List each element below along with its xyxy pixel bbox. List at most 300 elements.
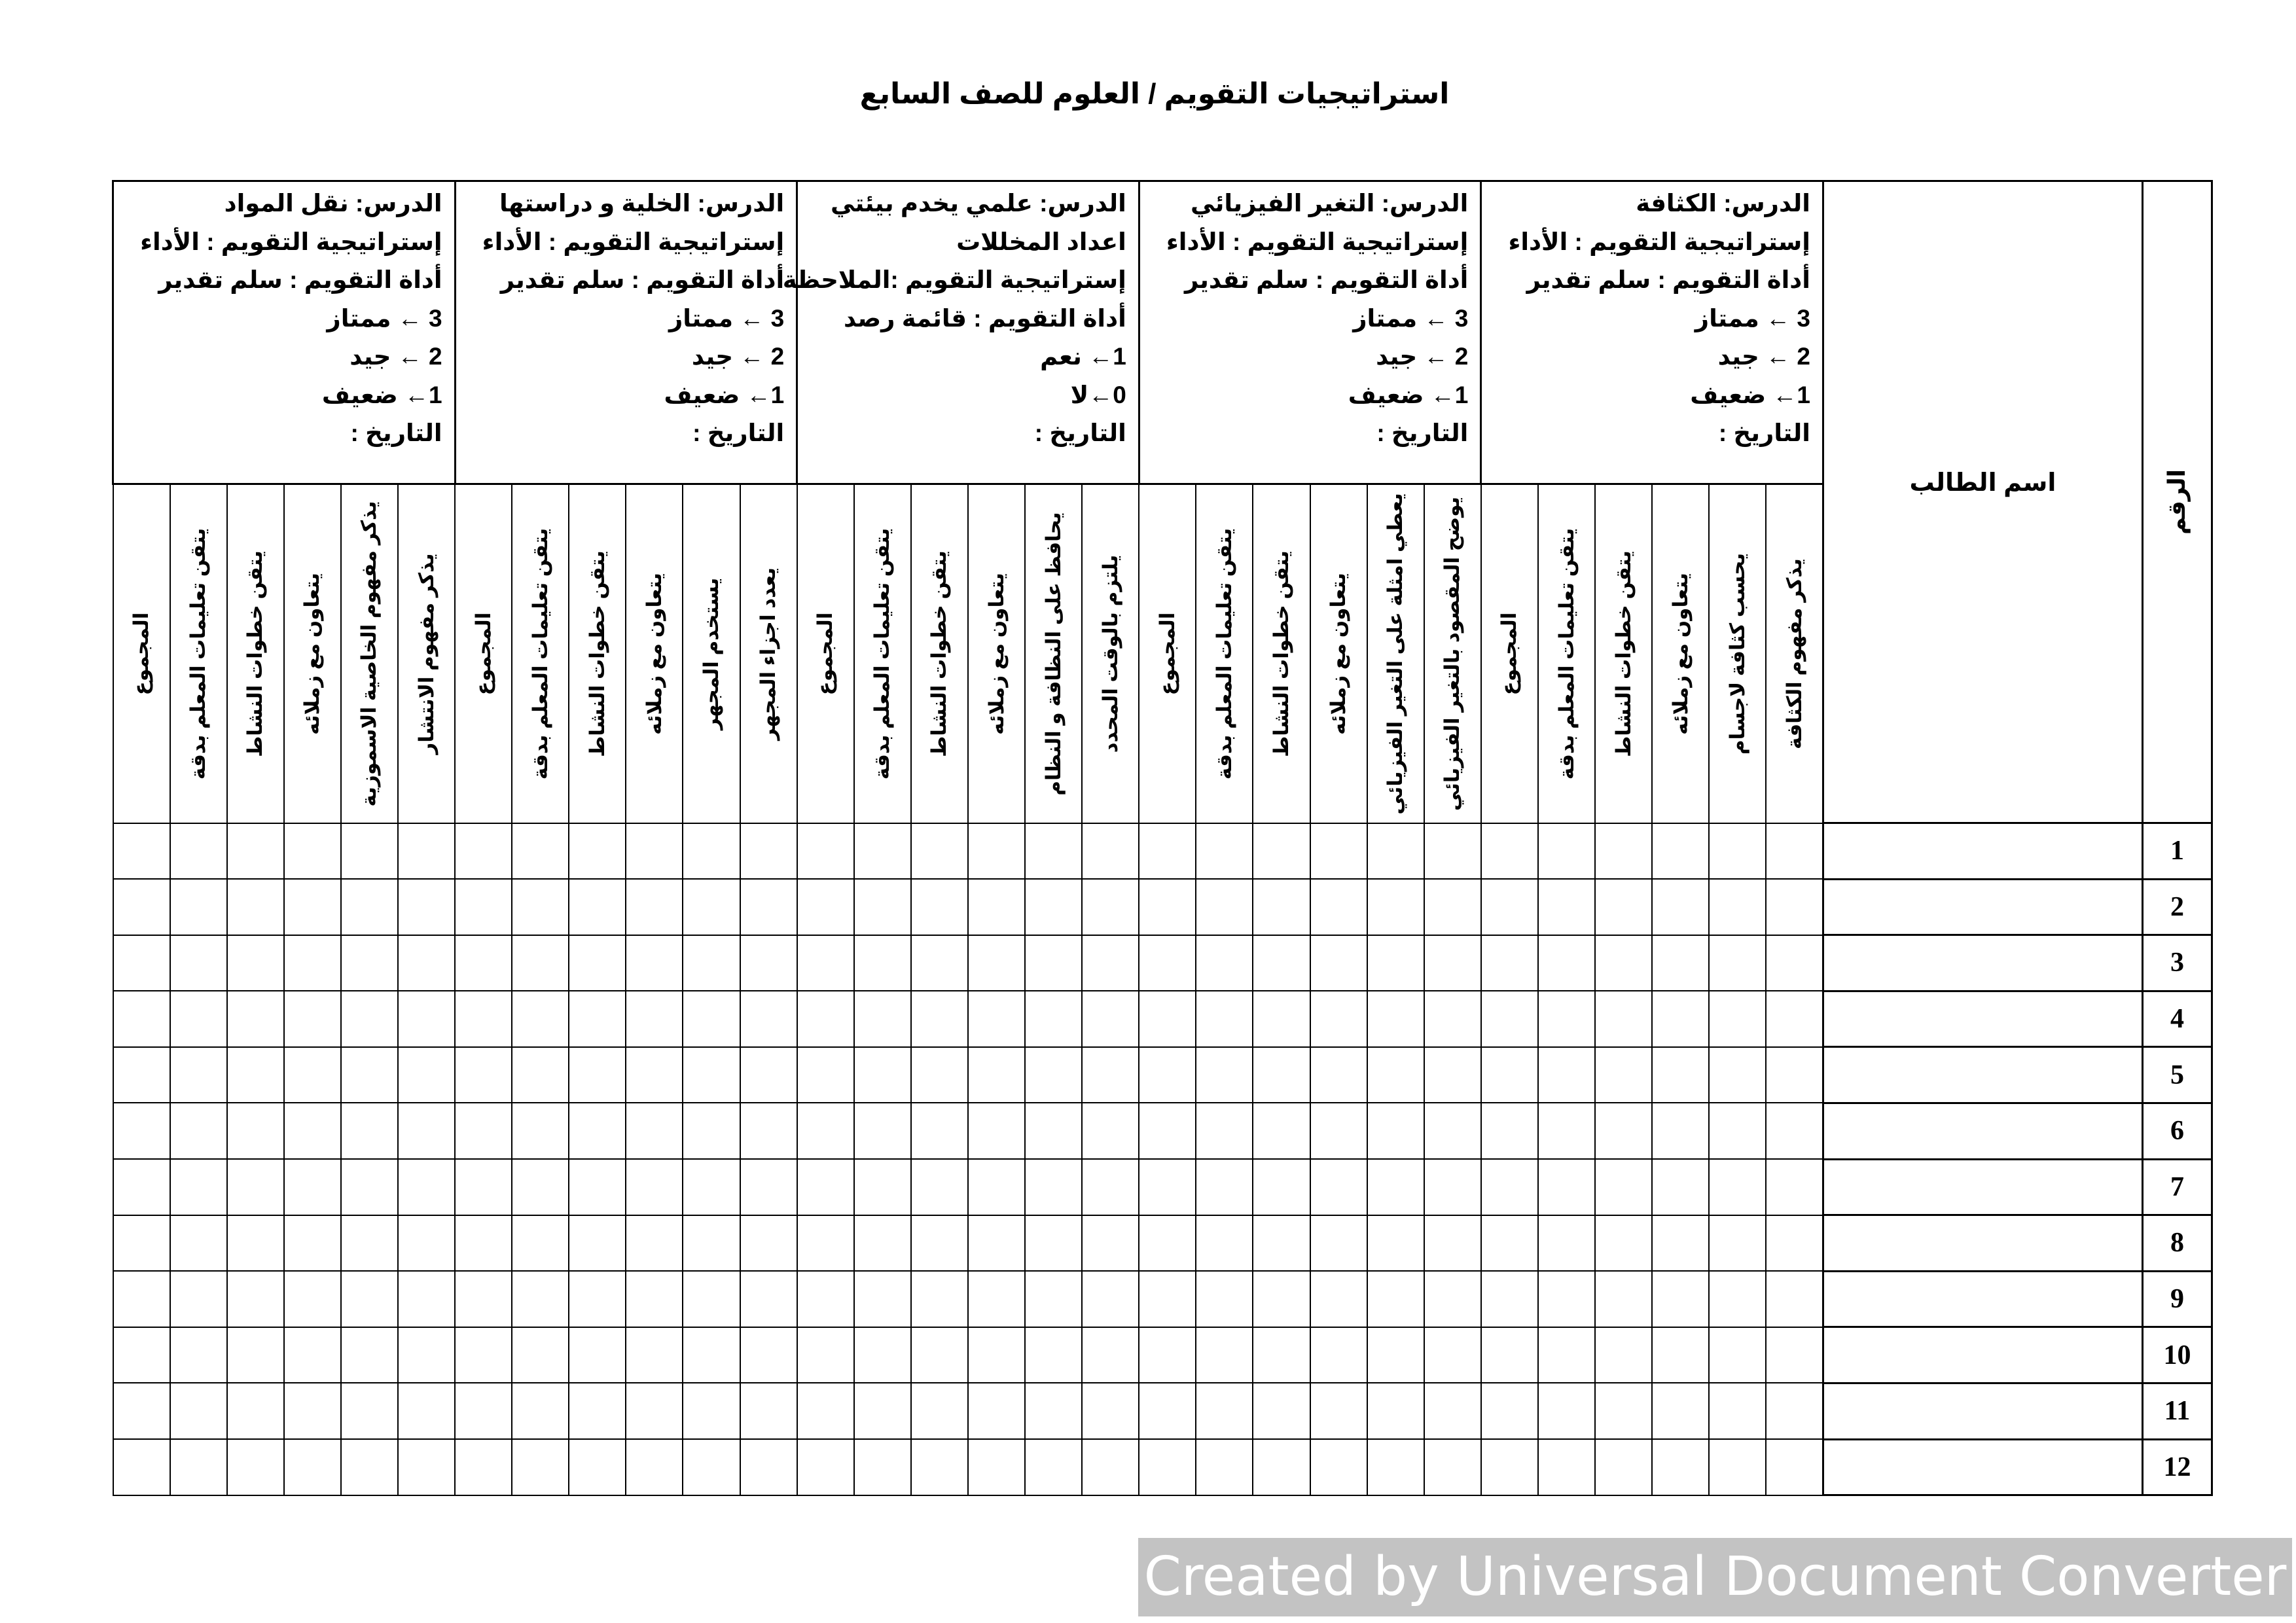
score-cell[interactable] [911, 1383, 968, 1439]
score-cell[interactable] [1538, 1215, 1595, 1272]
score-cell[interactable] [854, 1047, 911, 1103]
total-cell[interactable] [1481, 1383, 1538, 1439]
score-cell[interactable] [1595, 823, 1652, 880]
score-cell[interactable] [1196, 1327, 1253, 1383]
total-cell[interactable] [455, 1047, 512, 1103]
score-cell[interactable] [626, 879, 683, 935]
score-cell[interactable] [170, 1159, 227, 1215]
score-cell[interactable] [1082, 991, 1139, 1047]
score-cell[interactable] [512, 1383, 569, 1439]
score-cell[interactable] [170, 1047, 227, 1103]
student-name-cell[interactable] [1823, 1439, 2142, 1495]
score-cell[interactable] [1025, 1215, 1082, 1272]
total-cell[interactable] [1139, 991, 1196, 1047]
total-cell[interactable] [455, 1159, 512, 1215]
score-cell[interactable] [854, 1271, 911, 1327]
score-cell[interactable] [626, 1327, 683, 1383]
score-cell[interactable] [1766, 1159, 1823, 1215]
score-cell[interactable] [341, 823, 398, 880]
score-cell[interactable] [1709, 1215, 1766, 1272]
score-cell[interactable] [683, 1047, 740, 1103]
total-cell[interactable] [113, 1271, 170, 1327]
score-cell[interactable] [1424, 991, 1481, 1047]
score-cell[interactable] [1652, 1159, 1709, 1215]
score-cell[interactable] [968, 1439, 1025, 1495]
score-cell[interactable] [1253, 1047, 1310, 1103]
score-cell[interactable] [512, 1327, 569, 1383]
total-cell[interactable] [1481, 1327, 1538, 1383]
total-cell[interactable] [1481, 1439, 1538, 1495]
score-cell[interactable] [1367, 991, 1424, 1047]
score-cell[interactable] [1310, 1047, 1367, 1103]
score-cell[interactable] [1082, 1439, 1139, 1495]
score-cell[interactable] [341, 1215, 398, 1272]
total-cell[interactable] [1139, 1215, 1196, 1272]
score-cell[interactable] [1310, 1103, 1367, 1159]
score-cell[interactable] [683, 1383, 740, 1439]
score-cell[interactable] [512, 1103, 569, 1159]
score-cell[interactable] [341, 1159, 398, 1215]
score-cell[interactable] [626, 1159, 683, 1215]
score-cell[interactable] [1424, 879, 1481, 935]
score-cell[interactable] [227, 991, 284, 1047]
score-cell[interactable] [1025, 879, 1082, 935]
score-cell[interactable] [1025, 1383, 1082, 1439]
score-cell[interactable] [1595, 1103, 1652, 1159]
score-cell[interactable] [1538, 1327, 1595, 1383]
total-cell[interactable] [1139, 1383, 1196, 1439]
total-cell[interactable] [1481, 935, 1538, 991]
score-cell[interactable] [1082, 879, 1139, 935]
score-cell[interactable] [227, 1439, 284, 1495]
total-cell[interactable] [113, 1103, 170, 1159]
score-cell[interactable] [1538, 1159, 1595, 1215]
score-cell[interactable] [569, 879, 626, 935]
score-cell[interactable] [398, 1215, 455, 1272]
score-cell[interactable] [1310, 935, 1367, 991]
total-cell[interactable] [797, 1383, 854, 1439]
total-cell[interactable] [797, 1103, 854, 1159]
score-cell[interactable] [1538, 991, 1595, 1047]
score-cell[interactable] [1082, 1103, 1139, 1159]
score-cell[interactable] [1766, 1103, 1823, 1159]
score-cell[interactable] [1025, 1327, 1082, 1383]
total-cell[interactable] [455, 1327, 512, 1383]
score-cell[interactable] [1082, 1215, 1139, 1272]
score-cell[interactable] [569, 1159, 626, 1215]
score-cell[interactable] [1367, 1159, 1424, 1215]
score-cell[interactable] [626, 823, 683, 880]
score-cell[interactable] [1652, 1383, 1709, 1439]
score-cell[interactable] [626, 1215, 683, 1272]
score-cell[interactable] [1652, 1215, 1709, 1272]
score-cell[interactable] [1367, 1103, 1424, 1159]
score-cell[interactable] [227, 879, 284, 935]
score-cell[interactable] [911, 823, 968, 880]
score-cell[interactable] [1424, 1103, 1481, 1159]
score-cell[interactable] [1253, 1383, 1310, 1439]
total-cell[interactable] [113, 1047, 170, 1103]
score-cell[interactable] [227, 1215, 284, 1272]
score-cell[interactable] [569, 1383, 626, 1439]
score-cell[interactable] [341, 991, 398, 1047]
score-cell[interactable] [398, 1047, 455, 1103]
score-cell[interactable] [626, 1103, 683, 1159]
student-name-cell[interactable] [1823, 1327, 2142, 1383]
score-cell[interactable] [1766, 1047, 1823, 1103]
score-cell[interactable] [1709, 1047, 1766, 1103]
score-cell[interactable] [1652, 1103, 1709, 1159]
score-cell[interactable] [1082, 1047, 1139, 1103]
score-cell[interactable] [1709, 1383, 1766, 1439]
score-cell[interactable] [398, 879, 455, 935]
score-cell[interactable] [740, 1327, 797, 1383]
total-cell[interactable] [1139, 1439, 1196, 1495]
score-cell[interactable] [1709, 1159, 1766, 1215]
score-cell[interactable] [968, 935, 1025, 991]
score-cell[interactable] [1766, 1215, 1823, 1272]
score-cell[interactable] [626, 991, 683, 1047]
total-cell[interactable] [113, 1327, 170, 1383]
score-cell[interactable] [227, 1327, 284, 1383]
score-cell[interactable] [512, 1215, 569, 1272]
score-cell[interactable] [740, 1271, 797, 1327]
score-cell[interactable] [740, 1215, 797, 1272]
score-cell[interactable] [1538, 1047, 1595, 1103]
score-cell[interactable] [1766, 935, 1823, 991]
score-cell[interactable] [284, 879, 341, 935]
score-cell[interactable] [1652, 991, 1709, 1047]
score-cell[interactable] [740, 1103, 797, 1159]
score-cell[interactable] [284, 1159, 341, 1215]
score-cell[interactable] [968, 1103, 1025, 1159]
score-cell[interactable] [284, 1271, 341, 1327]
score-cell[interactable] [1367, 1271, 1424, 1327]
score-cell[interactable] [740, 823, 797, 880]
score-cell[interactable] [1253, 1103, 1310, 1159]
score-cell[interactable] [1025, 1103, 1082, 1159]
score-cell[interactable] [1652, 935, 1709, 991]
total-cell[interactable] [1139, 1103, 1196, 1159]
total-cell[interactable] [455, 1439, 512, 1495]
score-cell[interactable] [1709, 823, 1766, 880]
score-cell[interactable] [341, 1047, 398, 1103]
total-cell[interactable] [113, 1159, 170, 1215]
score-cell[interactable] [512, 1047, 569, 1103]
score-cell[interactable] [341, 1103, 398, 1159]
score-cell[interactable] [1253, 879, 1310, 935]
score-cell[interactable] [740, 879, 797, 935]
score-cell[interactable] [1367, 1047, 1424, 1103]
score-cell[interactable] [683, 1103, 740, 1159]
score-cell[interactable] [683, 823, 740, 880]
score-cell[interactable] [1652, 1047, 1709, 1103]
score-cell[interactable] [170, 1327, 227, 1383]
score-cell[interactable] [227, 1103, 284, 1159]
score-cell[interactable] [1595, 991, 1652, 1047]
total-cell[interactable] [455, 1215, 512, 1272]
score-cell[interactable] [284, 823, 341, 880]
score-cell[interactable] [683, 1215, 740, 1272]
score-cell[interactable] [1652, 1439, 1709, 1495]
total-cell[interactable] [1139, 1047, 1196, 1103]
score-cell[interactable] [1253, 1159, 1310, 1215]
score-cell[interactable] [1538, 1271, 1595, 1327]
score-cell[interactable] [1424, 1383, 1481, 1439]
score-cell[interactable] [911, 1103, 968, 1159]
score-cell[interactable] [968, 991, 1025, 1047]
score-cell[interactable] [569, 1103, 626, 1159]
score-cell[interactable] [1595, 1047, 1652, 1103]
score-cell[interactable] [170, 991, 227, 1047]
score-cell[interactable] [1709, 879, 1766, 935]
total-cell[interactable] [455, 935, 512, 991]
score-cell[interactable] [398, 1383, 455, 1439]
score-cell[interactable] [1424, 823, 1481, 880]
score-cell[interactable] [512, 1439, 569, 1495]
score-cell[interactable] [341, 1327, 398, 1383]
total-cell[interactable] [113, 1215, 170, 1272]
score-cell[interactable] [740, 1159, 797, 1215]
total-cell[interactable] [1481, 1271, 1538, 1327]
score-cell[interactable] [1766, 1327, 1823, 1383]
score-cell[interactable] [1310, 991, 1367, 1047]
score-cell[interactable] [854, 1215, 911, 1272]
total-cell[interactable] [1139, 879, 1196, 935]
score-cell[interactable] [968, 1383, 1025, 1439]
score-cell[interactable] [1766, 991, 1823, 1047]
total-cell[interactable] [1481, 1047, 1538, 1103]
student-name-cell[interactable] [1823, 1159, 2142, 1215]
score-cell[interactable] [170, 879, 227, 935]
score-cell[interactable] [569, 1215, 626, 1272]
score-cell[interactable] [1424, 1327, 1481, 1383]
score-cell[interactable] [911, 1271, 968, 1327]
score-cell[interactable] [1367, 1439, 1424, 1495]
total-cell[interactable] [455, 991, 512, 1047]
total-cell[interactable] [455, 1383, 512, 1439]
score-cell[interactable] [398, 1271, 455, 1327]
score-cell[interactable] [512, 991, 569, 1047]
score-cell[interactable] [398, 935, 455, 991]
score-cell[interactable] [1424, 1159, 1481, 1215]
total-cell[interactable] [1481, 879, 1538, 935]
score-cell[interactable] [1082, 1159, 1139, 1215]
score-cell[interactable] [1595, 1439, 1652, 1495]
total-cell[interactable] [797, 879, 854, 935]
score-cell[interactable] [398, 1103, 455, 1159]
score-cell[interactable] [1766, 823, 1823, 880]
score-cell[interactable] [854, 1103, 911, 1159]
score-cell[interactable] [1253, 823, 1310, 880]
score-cell[interactable] [854, 1439, 911, 1495]
score-cell[interactable] [1652, 1271, 1709, 1327]
score-cell[interactable] [227, 935, 284, 991]
score-cell[interactable] [1196, 879, 1253, 935]
score-cell[interactable] [512, 935, 569, 991]
score-cell[interactable] [683, 879, 740, 935]
score-cell[interactable] [1196, 991, 1253, 1047]
score-cell[interactable] [626, 1271, 683, 1327]
score-cell[interactable] [1709, 1439, 1766, 1495]
score-cell[interactable] [170, 935, 227, 991]
total-cell[interactable] [1139, 823, 1196, 880]
total-cell[interactable] [797, 1047, 854, 1103]
score-cell[interactable] [227, 823, 284, 880]
score-cell[interactable] [683, 1271, 740, 1327]
score-cell[interactable] [1367, 1215, 1424, 1272]
score-cell[interactable] [1595, 1159, 1652, 1215]
score-cell[interactable] [683, 1439, 740, 1495]
total-cell[interactable] [1481, 1159, 1538, 1215]
score-cell[interactable] [911, 879, 968, 935]
score-cell[interactable] [1025, 1271, 1082, 1327]
score-cell[interactable] [854, 1159, 911, 1215]
score-cell[interactable] [170, 1383, 227, 1439]
score-cell[interactable] [1766, 879, 1823, 935]
score-cell[interactable] [1196, 1103, 1253, 1159]
score-cell[interactable] [1025, 1047, 1082, 1103]
score-cell[interactable] [1196, 1047, 1253, 1103]
score-cell[interactable] [1310, 1271, 1367, 1327]
score-cell[interactable] [740, 1383, 797, 1439]
score-cell[interactable] [911, 1159, 968, 1215]
score-cell[interactable] [341, 879, 398, 935]
score-cell[interactable] [968, 1159, 1025, 1215]
score-cell[interactable] [569, 1439, 626, 1495]
score-cell[interactable] [1310, 1383, 1367, 1439]
score-cell[interactable] [341, 1439, 398, 1495]
total-cell[interactable] [113, 991, 170, 1047]
score-cell[interactable] [1367, 879, 1424, 935]
score-cell[interactable] [284, 1215, 341, 1272]
score-cell[interactable] [854, 991, 911, 1047]
score-cell[interactable] [1652, 1327, 1709, 1383]
total-cell[interactable] [1139, 1159, 1196, 1215]
score-cell[interactable] [626, 1439, 683, 1495]
score-cell[interactable] [740, 935, 797, 991]
student-name-cell[interactable] [1823, 935, 2142, 991]
score-cell[interactable] [398, 1159, 455, 1215]
score-cell[interactable] [1595, 1383, 1652, 1439]
score-cell[interactable] [1196, 1439, 1253, 1495]
score-cell[interactable] [284, 935, 341, 991]
score-cell[interactable] [1082, 1271, 1139, 1327]
score-cell[interactable] [911, 1327, 968, 1383]
score-cell[interactable] [1310, 823, 1367, 880]
score-cell[interactable] [1310, 1327, 1367, 1383]
total-cell[interactable] [455, 1271, 512, 1327]
score-cell[interactable] [170, 1271, 227, 1327]
score-cell[interactable] [740, 991, 797, 1047]
score-cell[interactable] [398, 991, 455, 1047]
total-cell[interactable] [1481, 1215, 1538, 1272]
score-cell[interactable] [284, 1103, 341, 1159]
student-name-cell[interactable] [1823, 991, 2142, 1047]
score-cell[interactable] [740, 1047, 797, 1103]
score-cell[interactable] [968, 1271, 1025, 1327]
total-cell[interactable] [1481, 1103, 1538, 1159]
score-cell[interactable] [1424, 1271, 1481, 1327]
score-cell[interactable] [569, 1047, 626, 1103]
total-cell[interactable] [455, 1103, 512, 1159]
score-cell[interactable] [227, 1159, 284, 1215]
score-cell[interactable] [512, 1271, 569, 1327]
score-cell[interactable] [1310, 879, 1367, 935]
total-cell[interactable] [1139, 935, 1196, 991]
student-name-cell[interactable] [1823, 1103, 2142, 1159]
score-cell[interactable] [626, 935, 683, 991]
score-cell[interactable] [1367, 1327, 1424, 1383]
score-cell[interactable] [512, 879, 569, 935]
score-cell[interactable] [398, 823, 455, 880]
total-cell[interactable] [797, 1271, 854, 1327]
score-cell[interactable] [626, 1047, 683, 1103]
score-cell[interactable] [170, 1215, 227, 1272]
student-name-cell[interactable] [1823, 879, 2142, 935]
score-cell[interactable] [341, 1383, 398, 1439]
total-cell[interactable] [797, 1439, 854, 1495]
score-cell[interactable] [968, 1327, 1025, 1383]
score-cell[interactable] [398, 1327, 455, 1383]
student-name-cell[interactable] [1823, 1215, 2142, 1272]
score-cell[interactable] [1253, 1439, 1310, 1495]
score-cell[interactable] [284, 1439, 341, 1495]
score-cell[interactable] [911, 991, 968, 1047]
score-cell[interactable] [284, 1047, 341, 1103]
student-name-cell[interactable] [1823, 1271, 2142, 1327]
score-cell[interactable] [854, 1327, 911, 1383]
score-cell[interactable] [1025, 991, 1082, 1047]
score-cell[interactable] [968, 823, 1025, 880]
score-cell[interactable] [1253, 1271, 1310, 1327]
score-cell[interactable] [1709, 1271, 1766, 1327]
score-cell[interactable] [170, 823, 227, 880]
score-cell[interactable] [227, 1383, 284, 1439]
score-cell[interactable] [1424, 1047, 1481, 1103]
score-cell[interactable] [284, 991, 341, 1047]
score-cell[interactable] [1082, 1383, 1139, 1439]
score-cell[interactable] [512, 1159, 569, 1215]
score-cell[interactable] [683, 991, 740, 1047]
score-cell[interactable] [1196, 1159, 1253, 1215]
score-cell[interactable] [1253, 991, 1310, 1047]
score-cell[interactable] [341, 1271, 398, 1327]
score-cell[interactable] [1310, 1159, 1367, 1215]
score-cell[interactable] [968, 1047, 1025, 1103]
score-cell[interactable] [1082, 935, 1139, 991]
total-cell[interactable] [797, 935, 854, 991]
total-cell[interactable] [1481, 991, 1538, 1047]
student-name-cell[interactable] [1823, 1047, 2142, 1103]
score-cell[interactable] [1652, 879, 1709, 935]
total-cell[interactable] [797, 1215, 854, 1272]
score-cell[interactable] [569, 935, 626, 991]
total-cell[interactable] [113, 1439, 170, 1495]
score-cell[interactable] [1709, 1103, 1766, 1159]
score-cell[interactable] [1595, 879, 1652, 935]
score-cell[interactable] [1538, 1439, 1595, 1495]
score-cell[interactable] [1367, 1383, 1424, 1439]
score-cell[interactable] [1025, 1439, 1082, 1495]
score-cell[interactable] [227, 1047, 284, 1103]
score-cell[interactable] [1595, 1215, 1652, 1272]
score-cell[interactable] [854, 879, 911, 935]
score-cell[interactable] [1196, 1215, 1253, 1272]
score-cell[interactable] [1196, 1383, 1253, 1439]
score-cell[interactable] [1595, 1271, 1652, 1327]
total-cell[interactable] [797, 823, 854, 880]
